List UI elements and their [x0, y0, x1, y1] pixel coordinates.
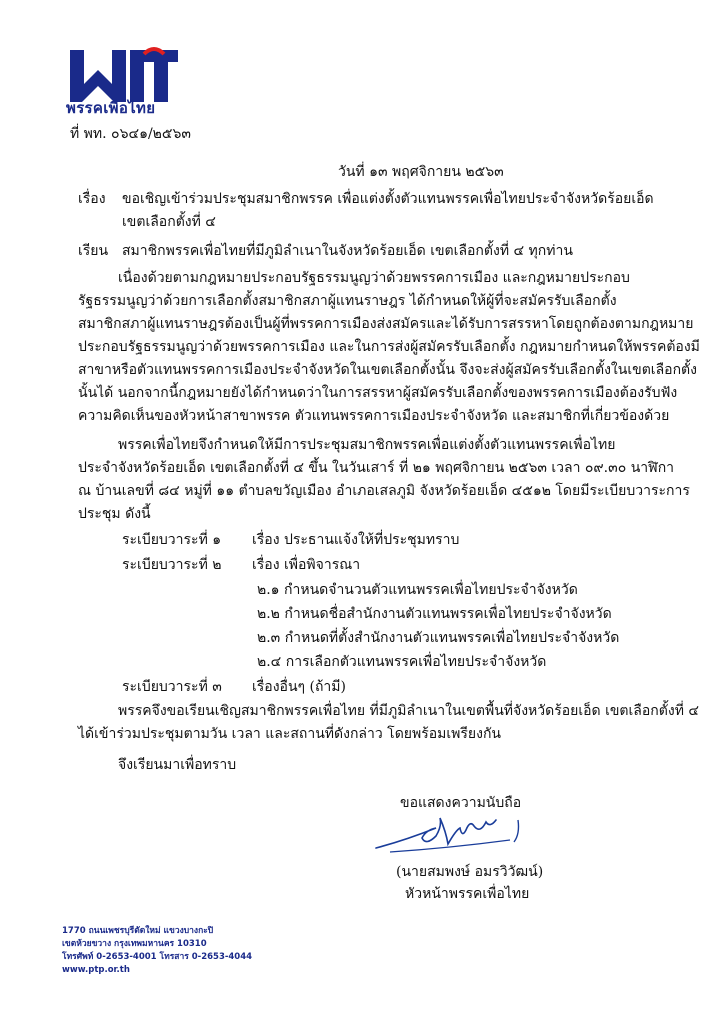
subject-label: เรื่อง: [78, 191, 106, 207]
paragraph1-line: ประกอบรัฐธรรมนูญว่าด้วยพรรคการเมือง และในการส่งผู้สมัครรับเลือกตั้ง กฎหมายกำหนดให้พรรคต้องมี: [78, 339, 700, 355]
paragraph3-line: ได้เข้าร่วมประชุมตามวัน เวลา และสถานที่ดังกล่าว โดยพร้อมเพรียงกัน: [78, 726, 501, 742]
footer-phone: โทรศัพท์ 0-2653-4001 โทรสาร 0-2653-4044: [62, 952, 253, 962]
subject-line-2: เขตเลือกตั้งที่ ๔: [122, 214, 216, 230]
subject-line-1: ขอเชิญเข้าร่วมประชุมสมาชิกพรรค เพื่อแต่งตั้งตัวแทนพรรคเพื่อไทยประจำจังหวัดร้อยเอ็ด: [122, 191, 654, 207]
signer-title: หัวหน้าพรรคเพื่อไทย: [405, 886, 530, 902]
paragraph1-line: นั้นได้ นอกจากนี้กฎหมายยังได้กำหนดว่าในการสรรหาผู้สมัครรับเลือกตั้งของพรรคการเมืองต้องรับฟัง: [78, 385, 678, 401]
paragraph1-line: สมาชิกสภาผู้แทนราษฎรต้องเป็นผู้ที่พรรคการเมืองส่งสมัครและได้รับการสรรหาโดยถูกต้องตามกฎหมาย: [78, 316, 694, 332]
paragraph2-line: พรรคเพื่อไทยจึงกำหนดให้มีการประชุมสมาชิกพรรคเพื่อแต่งตั้งตัวแทนพรรคเพื่อไทย: [118, 437, 616, 453]
party-name-logo-text: พรรคเพื่อไทย: [66, 99, 156, 117]
agenda-text: เรื่องอื่นๆ (ถ้ามี): [252, 679, 346, 695]
agenda-text: เรื่อง ประธานแจ้งให้ที่ประชุมทราบ: [252, 532, 460, 548]
paragraph2-line: ประจำจังหวัดร้อยเอ็ด เขตเลือกตั้งที่ ๔ ขึ้น ในวันเสาร์ ที่ ๒๑ พฤศจิกายน ๒๕๖๓ เวลา ๐๙.๓๐ นาฬิกา: [78, 460, 675, 476]
paragraph1-line: สาขาหรือตัวแทนพรรคการเมืองประจำจังหวัดในเขตเลือกตั้งนั้น จึงจะส่งผู้สมัครรับเลือกตั้งในเขตเลือกตั้ง: [78, 362, 697, 378]
paragraph1-line: รัฐธรรมนูญว่าด้วยการเลือกตั้งสมาชิกสภาผู้แทนราษฎร ได้กำหนดให้ผู้ที่จะสมัครรับเลือกตั้ง: [78, 293, 617, 309]
agenda-label: ระเบียบวาระที่ ๑: [122, 532, 222, 548]
paragraph2-line: ณ บ้านเลขที่ ๘๔ หมู่ที่ ๑๑ ตำบลขวัญเมือง อำเภอเสลภูมิ จังหวัดร้อยเอ็ด ๔๕๑๒ โดยมีระเบียบวาระการ: [78, 483, 690, 499]
paragraph3-line: พรรคจึงขอเรียนเชิญสมาชิกพรรคเพื่อไทย ที่มีภูมิลำเนาในเขตพื้นที่จังหวัดร้อยเอ็ด เขตเลือกตั้งที่ ๔: [118, 703, 699, 719]
paragraph1-line: ความคิดเห็นของหัวหน้าสาขาพรรค ตัวแทนพรรคการเมืองประจำจังหวัด และสมาชิกที่เกี่ยวข้องด้วย: [78, 408, 670, 424]
to-text: สมาชิกพรรคเพื่อไทยที่มีภูมิลำเนาในจังหวัดร้อยเอ็ด เขตเลือกตั้งที่ ๔ ทุกท่าน: [122, 243, 573, 259]
regards: ขอแสดงความนับถือ: [400, 795, 522, 811]
agenda-text: เรื่อง เพื่อพิจารณา: [252, 557, 361, 573]
footer-address-line: เขตห้วยขวาง กรุงเทพมหานคร 10310: [62, 939, 207, 949]
footer-website: www.ptp.or.th: [62, 965, 130, 975]
footer-address-line: 1770 ถนนเพชรบุรีตัดใหม่ แขวงบางกะปิ: [62, 926, 214, 936]
document-number: ที่ พท. ๐๖๔๑/๒๕๖๓: [70, 126, 191, 142]
paragraph1-line: เนื่องด้วยตามกฎหมายประกอบรัฐธรรมนูญว่าด้วยพรรคการเมือง และกฎหมายประกอบ: [118, 270, 630, 286]
agenda-sub-item: ๒.๒ กำหนดชื่อสำนักงานตัวแทนพรรคเพื่อไทยประจำจังหวัด: [257, 606, 612, 622]
paragraph2-line: ประชุม ดังนี้: [78, 506, 151, 522]
agenda-label: ระเบียบวาระที่ ๓: [122, 679, 222, 695]
agenda-label: ระเบียบวาระที่ ๒: [122, 557, 222, 573]
document-date: วันที่ ๑๓ พฤศจิกายน ๒๕๖๓: [338, 164, 504, 180]
to-label: เรียน: [78, 243, 109, 259]
closing-line: จึงเรียนมาเพื่อทราบ: [118, 757, 237, 773]
agenda-sub-item: ๒.๑ กำหนดจำนวนตัวแทนพรรคเพื่อไทยประจำจังหวัด: [257, 582, 578, 598]
agenda-sub-item: ๒.๔ การเลือกตัวแทนพรรคเพื่อไทยประจำจังหวัด: [257, 654, 547, 670]
signer-name: (นายสมพงษ์ อมรวิวัฒน์): [396, 864, 544, 880]
agenda-sub-item: ๒.๓ กำหนดที่ตั้งสำนักงานตัวแทนพรรคเพื่อไทยประจำจังหวัด: [257, 630, 620, 646]
signature-image: [370, 812, 530, 858]
